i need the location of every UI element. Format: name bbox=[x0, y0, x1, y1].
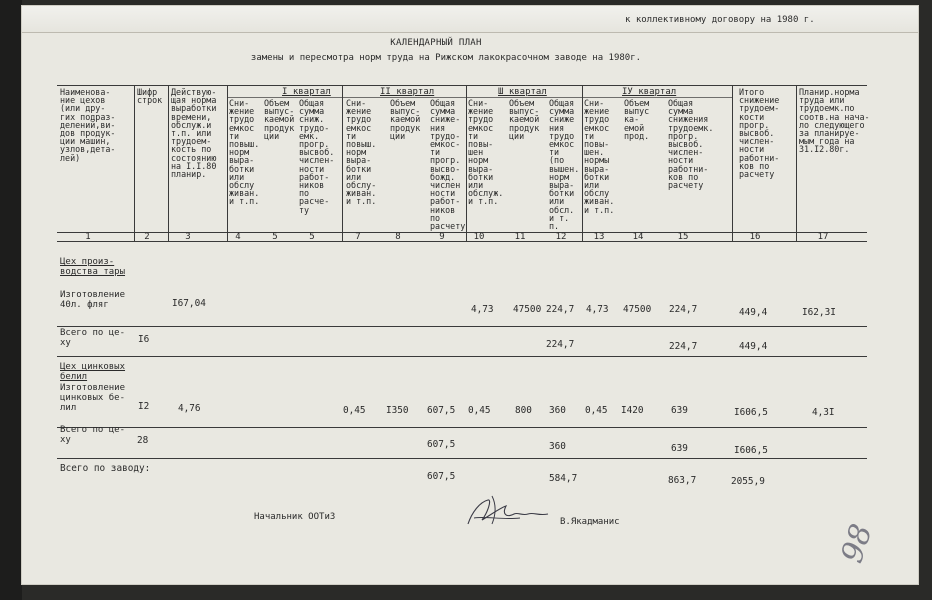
cell-q4-total: 224,7 bbox=[669, 341, 698, 352]
cell-q3-total: 224,7 bbox=[546, 304, 575, 315]
cell-total-reduction: 449,4 bbox=[739, 341, 768, 352]
cell-q4-volume: I420 bbox=[621, 405, 644, 416]
cell-q4-volume: 47500 bbox=[623, 304, 652, 315]
cell-q3-total: 584,7 bbox=[549, 473, 578, 484]
row-rule bbox=[57, 326, 867, 327]
row-rule bbox=[57, 356, 867, 357]
cell-q2-reduction: 0,45 bbox=[343, 405, 366, 416]
col-number: 2 bbox=[144, 232, 150, 242]
page-subtitle: замены и пересмотра норм труда на Рижском лакокрасочном заводе на 1980г. bbox=[250, 53, 642, 63]
col-divider bbox=[168, 85, 169, 241]
header-q1-volume: Объем выпус- каемой продук ции bbox=[264, 98, 295, 141]
cell-q3-reduction: 0,45 bbox=[468, 405, 491, 416]
cell-q3-total: 224,7 bbox=[546, 339, 575, 350]
col-number: 3 bbox=[185, 232, 191, 242]
col-divider bbox=[466, 85, 467, 241]
col-number: 13 bbox=[593, 232, 605, 242]
col-number: 14 bbox=[632, 232, 644, 242]
cell-q2-total: 607,5 bbox=[427, 405, 456, 416]
cell-q4-total: 639 bbox=[671, 443, 688, 454]
col-number: 16 bbox=[749, 232, 761, 242]
header-q4-volume: Объем выпус ка- емой прод. bbox=[624, 98, 650, 141]
header-q3-total: Общая сумма сниже ния трудо емкос ти (по вышен. норм выра- ботки или обсл. и т. п. bbox=[549, 98, 580, 232]
cell-planned-norm: I62,3I bbox=[802, 307, 836, 318]
shop-total-name: Всего по це- ху bbox=[60, 328, 126, 348]
shop-title: Цех произ- водства тары bbox=[60, 257, 126, 277]
cell-current-norm: I67,04 bbox=[172, 298, 206, 309]
cell-q4-total: 639 bbox=[671, 405, 688, 416]
cell-total-reduction: I606,5 bbox=[734, 445, 768, 456]
cell-current-norm: 4,76 bbox=[178, 403, 201, 414]
col-divider bbox=[227, 85, 228, 241]
col-number: 17 bbox=[817, 232, 829, 242]
header-planned-norm: Планир.норма труда или трудоемк.по соотв.на нача- ло следующего за планируе- мым года на 31.I2.80г. bbox=[799, 87, 870, 155]
row-item-name: Изготовление цинковых бе- лил bbox=[60, 383, 126, 413]
cell-q3-volume: 800 bbox=[515, 405, 532, 416]
header-q2-total: Общая сумма сниже- ния трудо- емкос- ти прогр. высво- божд. числен ности работ- ников по расчету bbox=[430, 98, 466, 232]
cell-code: 28 bbox=[137, 435, 149, 446]
col-divider bbox=[796, 85, 797, 241]
plant-total-name: Всего по заводу: bbox=[60, 463, 151, 474]
header-q4-reduction: Сни- жение трудо емкос ти повы- шен. нормы выра- ботки или обслу живан. и т.п. bbox=[584, 98, 615, 215]
col-number: 5 bbox=[272, 232, 278, 242]
header-q1-reduction: Сни- жение трудо емкос ти повыш. норм выра- ботки или обслу живан. и т.п. bbox=[229, 98, 260, 207]
header-q2-reduction: Сни- жение трудо емкос ти повыш. норм выра- ботки или обслу- живан. и т.п. bbox=[346, 98, 377, 207]
page-number: 98 bbox=[834, 519, 880, 568]
col-number: 1 bbox=[85, 232, 91, 242]
cell-planned-norm: 4,3I bbox=[812, 407, 835, 418]
quarter-3-label: Ш квартал bbox=[498, 87, 547, 97]
col-number: 4 bbox=[235, 232, 241, 242]
cell-q3-total: 360 bbox=[549, 441, 566, 452]
col-number: 11 bbox=[514, 232, 526, 242]
cell-q4-total: 863,7 bbox=[668, 475, 697, 486]
col-divider bbox=[732, 85, 733, 241]
header-q1-total: Общая сумма сниж. трудо- емк. прогр. высвоб. числен- ности работ- ников по расче- ту bbox=[299, 98, 335, 215]
cell-q3-reduction: 4,73 bbox=[471, 304, 494, 315]
cell-q2-volume: I350 bbox=[386, 405, 409, 416]
shop-total-name: Всего по це- ху bbox=[60, 425, 126, 445]
header-q3-reduction: Сни- жение трудо емкос ти повы- шен норм выра- ботки или обслуж. и т.п. bbox=[468, 98, 504, 207]
row-item-name: Изготовление 40л. фляг bbox=[60, 290, 126, 310]
col-number: 5 bbox=[309, 232, 315, 242]
cell-code: I2 bbox=[138, 401, 150, 412]
cell-q2-total: 607,5 bbox=[427, 471, 456, 482]
col-divider bbox=[582, 85, 583, 241]
col-number: 15 bbox=[677, 232, 689, 242]
cell-q4-reduction: 4,73 bbox=[586, 304, 609, 315]
page-title: КАЛЕНДАРНЫЙ ПЛАН bbox=[390, 38, 482, 48]
signatory-name: В.Якадманис bbox=[560, 517, 620, 527]
cell-total-reduction: 449,4 bbox=[739, 307, 768, 318]
header-code-col: Шифр строк bbox=[137, 87, 163, 106]
cell-total-reduction: 2055,9 bbox=[731, 476, 765, 487]
quarter-4-label: IУ квартал bbox=[622, 87, 677, 97]
cell-code: I6 bbox=[138, 334, 150, 345]
col-number: 9 bbox=[439, 232, 445, 242]
col-number: 10 bbox=[473, 232, 485, 242]
row-rule bbox=[57, 427, 867, 428]
header-total-reduction: Итого снижение трудоем- кости прогр. высвоб. числен- ности работни- ков по расчету bbox=[739, 87, 780, 180]
header-current-norm: Действую- щая норма выработки времени, обслуж.и т.п. или трудоем- кость по состоянию на I.I.80 планир. bbox=[171, 87, 217, 180]
table-top-rule bbox=[57, 85, 867, 86]
cell-q3-total: 360 bbox=[549, 405, 566, 416]
header-q2-volume: Объем выпус- каемой продук ции bbox=[390, 98, 421, 141]
cell-q4-total: 224,7 bbox=[669, 304, 698, 315]
quarter-1-label: I квартал bbox=[282, 87, 331, 97]
top-note: к коллективному договору на 1980 г. bbox=[625, 15, 815, 25]
handwritten-signature bbox=[462, 494, 552, 530]
quarter-2-label: II квартал bbox=[380, 87, 435, 97]
header-name-col: Наименова- ние цехов (или дру- гих подраз- делений,ви- дов продук- ции машин, узлов,дета- лей) bbox=[60, 87, 116, 163]
header-q4-total: Общая сумма снижения трудоемк. прогр. высвоб. числен- ности работни- ков по расчету bbox=[668, 98, 714, 191]
signatory-position: Начальник ООТиЗ bbox=[254, 512, 336, 522]
col-number: 12 bbox=[555, 232, 567, 242]
cell-q3-volume: 47500 bbox=[513, 304, 542, 315]
col-divider bbox=[342, 85, 343, 241]
cell-total-reduction: I606,5 bbox=[734, 407, 768, 418]
header-q3-volume: Объем выпус- каемой продук ции bbox=[509, 98, 540, 141]
col-divider bbox=[134, 85, 135, 241]
shop-title: Цех цинковых белил bbox=[60, 362, 126, 382]
cell-q4-reduction: 0,45 bbox=[585, 405, 608, 416]
row-rule bbox=[57, 458, 867, 459]
cell-q2-total: 607,5 bbox=[427, 439, 456, 450]
col-number: 8 bbox=[395, 232, 401, 242]
col-number: 7 bbox=[355, 232, 361, 242]
